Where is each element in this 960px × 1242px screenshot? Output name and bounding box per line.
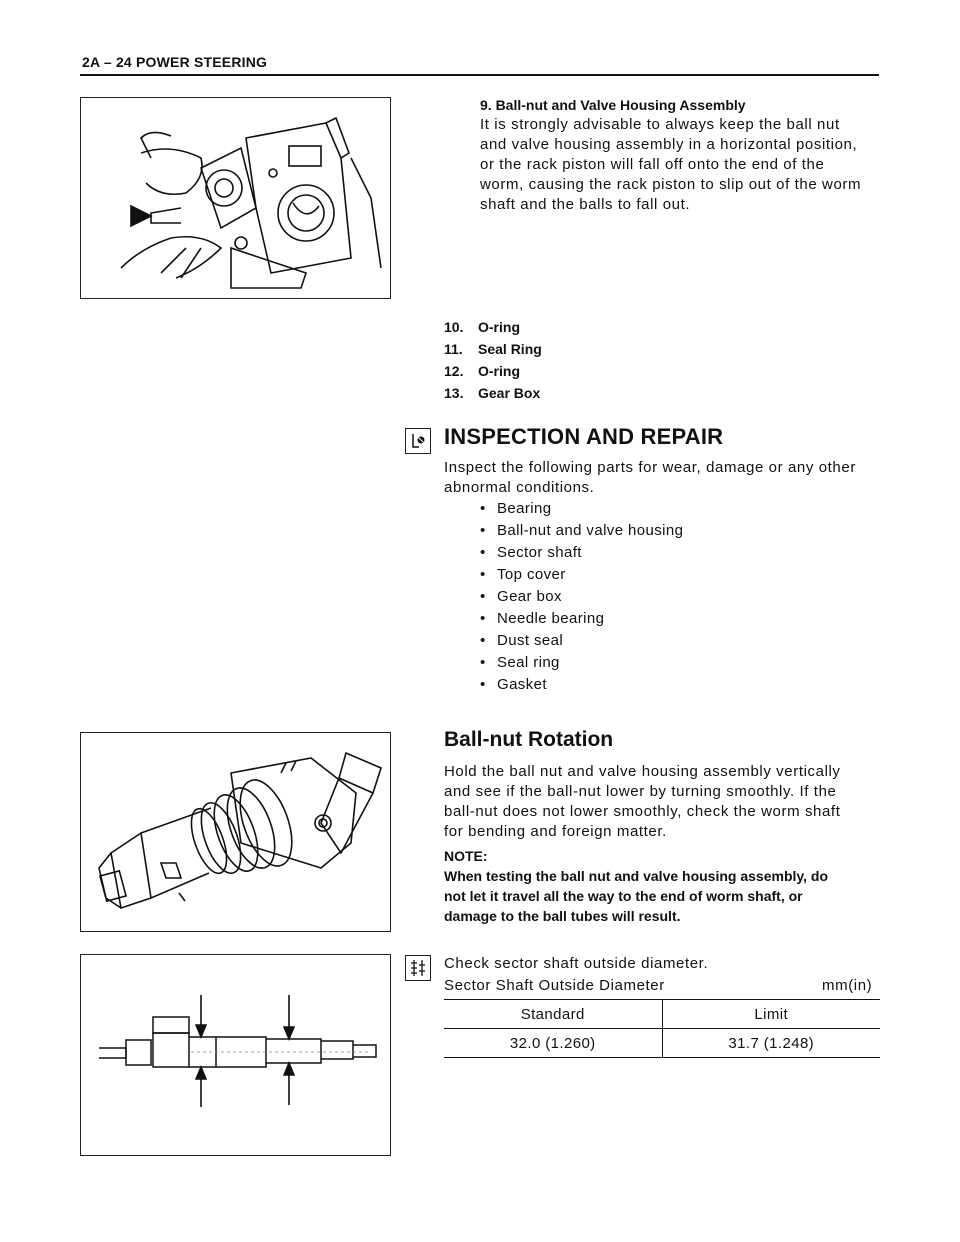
section-title-ballnut-rotation: Ball-nut Rotation bbox=[444, 728, 614, 751]
list-item bbox=[444, 382, 542, 404]
figure-ballnut-valve-housing-drawing bbox=[81, 733, 390, 931]
section-title-inspection: INSPECTION AND REPAIR bbox=[444, 424, 724, 449]
part-label: Gear Box bbox=[478, 385, 541, 401]
table-header-row bbox=[444, 1000, 880, 1029]
figure-ballnut-housing-removal-drawing bbox=[81, 98, 390, 298]
table-unit: mm(in) bbox=[822, 977, 873, 994]
table-caption: Sector Shaft Outside Diameter bbox=[444, 977, 665, 994]
list-item bbox=[444, 316, 542, 338]
page-header-title: 2A – 24 POWER STEERING bbox=[82, 54, 268, 70]
sector-shaft-table bbox=[444, 999, 880, 1058]
step9-block bbox=[480, 95, 880, 215]
list-item: • Top cover bbox=[480, 564, 683, 586]
figure-ballnut-valve-housing bbox=[80, 732, 391, 932]
inspection-icon bbox=[405, 428, 431, 454]
column-header-limit: Limit bbox=[662, 1000, 880, 1029]
part-label: O-ring bbox=[478, 363, 520, 379]
column-header-standard: Standard bbox=[444, 1000, 662, 1029]
measurement-icon bbox=[405, 955, 431, 981]
part-number: 13. bbox=[444, 385, 464, 401]
part-number: 11. bbox=[444, 341, 463, 357]
part-number: 10. bbox=[444, 319, 464, 335]
inspection-items bbox=[480, 498, 683, 696]
ballnut-line: for bending and foreign matter. bbox=[444, 823, 667, 840]
note-line: damage to the ball tubes will result. bbox=[444, 908, 681, 924]
inspection-icon-glyph bbox=[406, 429, 430, 453]
inspection-intro-line: Inspect the following parts for wear, damage or any other bbox=[444, 459, 856, 476]
step9-line: and valve housing assembly in a horizontal position, bbox=[480, 136, 858, 153]
part-label: Seal Ring bbox=[478, 341, 542, 357]
ballnut-note bbox=[444, 846, 884, 926]
ballnut-body bbox=[444, 762, 884, 842]
part-label: O-ring bbox=[478, 319, 520, 335]
list-item: • Gear box bbox=[480, 586, 683, 608]
step9-line: It is strongly advisable to always keep the ball nut bbox=[480, 116, 840, 133]
figure-sector-shaft-drawing bbox=[81, 955, 390, 1155]
table-row bbox=[444, 1029, 880, 1058]
measurement-icon-glyph bbox=[406, 956, 430, 980]
parts-list bbox=[444, 316, 542, 404]
figure-ballnut-housing-removal bbox=[80, 97, 391, 299]
sector-intro: Check sector shaft outside diameter. bbox=[444, 955, 709, 972]
list-item bbox=[444, 338, 542, 360]
inspection-intro-line: abnormal conditions. bbox=[444, 479, 595, 496]
note-line: When testing the ball nut and valve housing assembly, do bbox=[444, 868, 829, 884]
ballnut-line: Hold the ball nut and valve housing assembly vertically bbox=[444, 763, 841, 780]
list-item: • Sector shaft bbox=[480, 542, 683, 564]
list-item bbox=[444, 360, 542, 382]
note-line: not let it travel all the way to the end of worm shaft, or bbox=[444, 888, 803, 904]
figure-sector-shaft bbox=[80, 954, 391, 1156]
list-item: • Gasket bbox=[480, 674, 683, 696]
inspection-intro bbox=[444, 458, 884, 498]
list-item: • Needle bearing bbox=[480, 608, 683, 630]
list-item: • Ball-nut and valve housing bbox=[480, 520, 683, 542]
note-label: NOTE: bbox=[444, 848, 488, 864]
list-item: • Seal ring bbox=[480, 652, 683, 674]
step9-line: worm, causing the rack piston to slip out of the worm bbox=[480, 176, 862, 193]
step9-heading: 9. Ball-nut and Valve Housing Assembly bbox=[480, 97, 746, 113]
part-number: 12. bbox=[444, 363, 464, 379]
ballnut-line: ball-nut does not lower smoothly, check the worm shaft bbox=[444, 803, 841, 820]
step9-line: or the rack piston will fall off onto the end of the bbox=[480, 156, 825, 173]
list-item: • Bearing bbox=[480, 498, 683, 520]
cell-standard-value: 32.0 (1.260) bbox=[444, 1029, 662, 1058]
list-item: • Dust seal bbox=[480, 630, 683, 652]
step9-line: shaft and the balls to fall out. bbox=[480, 196, 691, 213]
header-rule bbox=[80, 74, 879, 76]
ballnut-line: and see if the ball-nut lower by turning smoothly. If the bbox=[444, 783, 837, 800]
cell-limit-value: 31.7 (1.248) bbox=[662, 1029, 880, 1058]
